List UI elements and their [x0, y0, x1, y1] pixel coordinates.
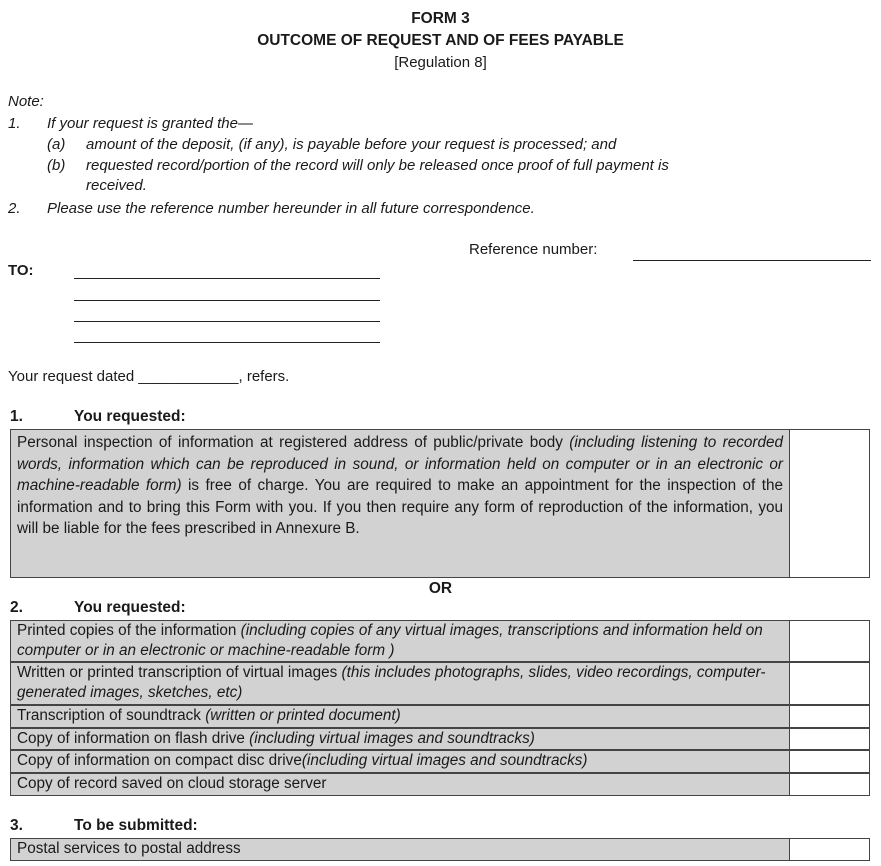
form-number: FORM 3	[411, 10, 470, 27]
note-b-label: (b)	[47, 157, 66, 174]
section-3-heading	[10, 817, 198, 835]
reproduction-option-checkbox[interactable]	[790, 751, 869, 772]
to-address-line[interactable]	[74, 278, 380, 279]
reproduction-option-row	[10, 728, 870, 750]
reproduction-option-text: Copy of record saved on cloud storage server	[11, 774, 790, 795]
request-dated-suffix: , refers.	[238, 368, 290, 385]
section-2-number: 2.	[10, 599, 23, 616]
reproduction-option-row	[10, 620, 870, 662]
form-title: OUTCOME OF REQUEST AND OF FEES PAYABLE	[257, 32, 624, 49]
reproduction-option-checkbox[interactable]	[790, 621, 869, 661]
submission-option-checkbox[interactable]	[790, 839, 869, 860]
note-2-number: 2.	[8, 200, 21, 217]
regulation-ref: [Regulation 8]	[394, 54, 487, 71]
reproduction-option-text: Copy of information on flash drive (including virtual images and soundtracks)	[11, 729, 790, 749]
reproduction-option-row	[10, 705, 870, 728]
note-b-text-line2: received.	[86, 177, 147, 194]
reproduction-option-checkbox[interactable]	[790, 729, 869, 749]
note-label: Note:	[8, 93, 44, 110]
section-1-title: You requested:	[74, 408, 186, 425]
request-dated-line	[8, 368, 289, 385]
section-1-heading	[10, 408, 186, 426]
section-3-title: To be submitted:	[74, 817, 198, 834]
to-address-line[interactable]	[74, 321, 380, 322]
reproduction-option-text: Written or printed transcription of virtual images (this includes photographs, slides, video recordings, computer-generated images, sketches, etc)	[11, 663, 790, 704]
reproduction-option-text: Transcription of soundtrack (written or printed document)	[11, 706, 790, 727]
submission-option-row	[10, 838, 870, 861]
submission-option-text: Postal services to postal address	[11, 839, 790, 860]
inspection-option-row	[10, 429, 870, 578]
reproduction-option-row	[10, 662, 870, 705]
note-1-text: If your request is granted the—	[47, 115, 253, 132]
reproduction-option-checkbox[interactable]	[790, 774, 869, 795]
reference-number-field[interactable]	[633, 260, 871, 261]
note-1-number: 1.	[8, 115, 21, 132]
section-1-number: 1.	[10, 408, 23, 425]
note-2-text: Please use the reference number hereunder in all future correspondence.	[47, 200, 535, 217]
or-separator: OR	[428, 580, 453, 597]
reference-number-label: Reference number:	[469, 241, 598, 258]
reproduction-option-checkbox[interactable]	[790, 706, 869, 727]
note-b-text-line1: requested record/portion of the record will only be released once proof of full payment is	[86, 157, 669, 174]
section-3-number: 3.	[10, 817, 23, 834]
section-2-heading	[10, 599, 186, 617]
section-2-title: You requested:	[74, 599, 186, 616]
to-address-line[interactable]	[74, 300, 380, 301]
reproduction-option-row	[10, 750, 870, 773]
to-address-line[interactable]	[74, 342, 380, 343]
reproduction-option-text: Copy of information on compact disc drive(including virtual images and soundtracks)	[11, 751, 790, 772]
reproduction-option-row	[10, 773, 870, 796]
note-a-text: amount of the deposit, (if any), is payable before your request is processed; and	[86, 136, 617, 153]
request-date-field[interactable]: ____________	[138, 368, 239, 385]
request-dated-prefix: Your request dated	[8, 368, 135, 385]
reproduction-option-checkbox[interactable]	[790, 663, 869, 704]
inspection-option-checkbox[interactable]	[790, 430, 869, 577]
to-label: TO:	[8, 262, 34, 279]
reproduction-option-text: Printed copies of the information (including copies of any virtual images, transcriptions and information held on computer or in an electronic or machine-readable form )	[11, 621, 790, 661]
inspection-option-text: Personal inspection of information at registered address of public/private body (including listening to recorded words, information which can be reproduced in sound, or information held on computer or in an electronic or machine-readable form) is free of charge. You are required to make an appointment for the inspection of the information and to bring this Form with you. If you then require any form of reproduction of the information, you will be liable for the fees prescribed in Annexure B.	[11, 430, 790, 577]
note-a-label: (a)	[47, 136, 66, 153]
